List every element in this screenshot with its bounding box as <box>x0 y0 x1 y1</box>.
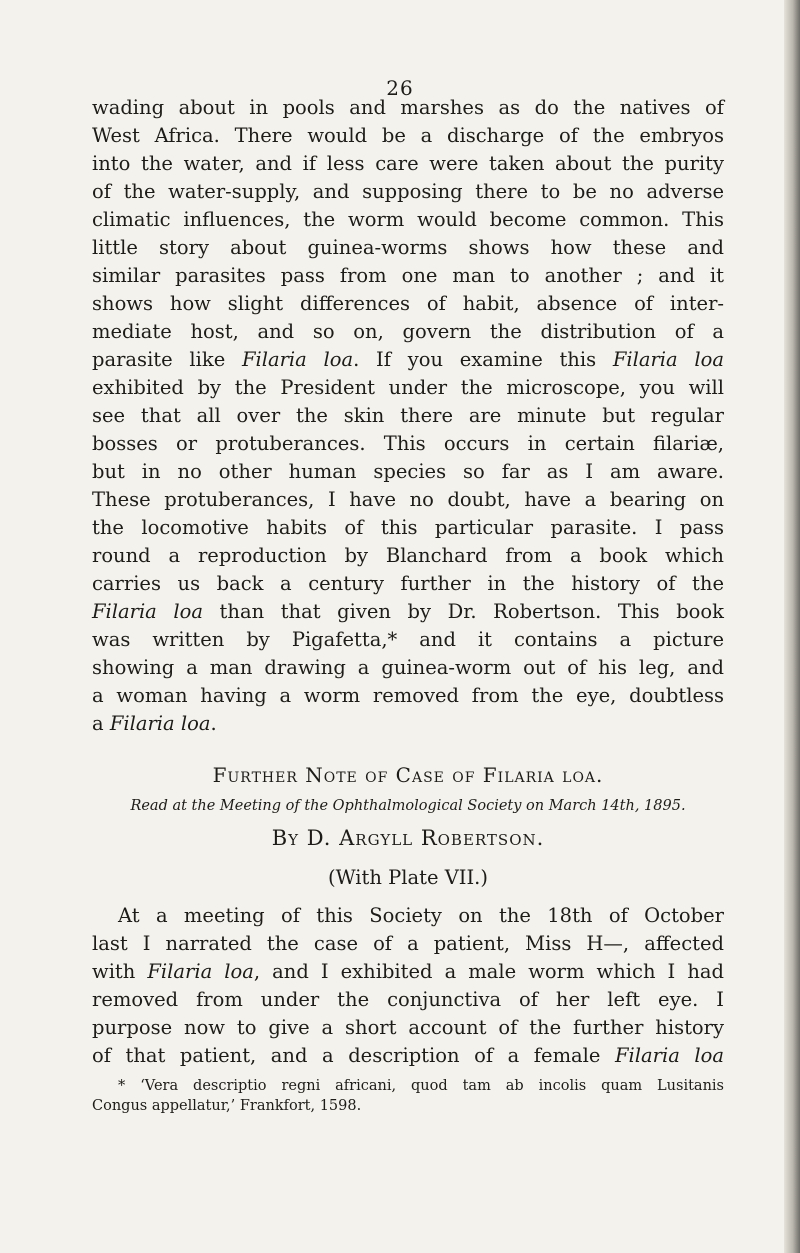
text-line: of that patient, and a description of a female Filaria loa <box>92 1044 724 1067</box>
section-heading: Further Note of Case of Filaria loa. <box>212 763 604 787</box>
text-line: was written by Pigafetta,* and it contains a picture <box>92 628 724 651</box>
text-line: parasite like Filaria loa. If you examine this Filaria loa <box>92 348 724 371</box>
text-line: a woman having a worm removed from the eye, doubtless <box>92 684 724 707</box>
text-line: shows how slight differences of habit, absence of inter- <box>92 292 724 315</box>
text-line: Filaria loa than that given by Dr. Robertson. This book <box>92 600 724 623</box>
text-line: wading about in pools and marshes as do the natives of <box>92 96 724 119</box>
text-line: a Filaria loa. <box>92 712 217 735</box>
text-line: little story about guinea-worms shows how these and <box>92 236 724 259</box>
paragraph-main <box>92 902 724 1070</box>
text-line: removed from under the conjunctiva of her left eye. I <box>92 988 724 1011</box>
text-line: These protuberances, I have no doubt, have a bearing on <box>92 488 724 511</box>
page-edge-shadow <box>784 0 800 1253</box>
text-line: of the water-supply, and supposing there to be no adverse <box>92 180 724 203</box>
text-line: into the water, and if less care were taken about the purity <box>92 152 724 175</box>
footnote <box>92 1076 724 1116</box>
text-line: round a reproduction by Blanchard from a book which <box>92 544 724 567</box>
text-line: bosses or protuberances. This occurs in certain filariæ, <box>92 432 724 455</box>
text-line: the locomotive habits of this particular parasite. I pass <box>92 516 724 539</box>
text-line: last I narrated the case of a patient, Miss H—, affected <box>92 932 724 955</box>
footnote-line: Congus appellatur,’ Frankfort, 1598. <box>92 1098 362 1114</box>
plate-note: (With Plate VII.) <box>328 866 488 889</box>
text-line: similar parasites pass from one man to another ; and it <box>92 264 724 287</box>
text-line: with Filaria loa, and I exhibited a male worm which I had <box>92 960 724 983</box>
text-line: carries us back a century further in the history of the <box>92 572 724 595</box>
text-line: showing a man drawing a guinea-worm out of his leg, and <box>92 656 724 679</box>
text-line: exhibited by the President under the microscope, you will <box>92 376 724 399</box>
text-line: At a meeting of this Society on the 18th of October <box>118 904 724 927</box>
text-line: mediate host, and so on, govern the distribution of a <box>92 320 724 343</box>
text-line: but in no other human species so far as I am aware. <box>92 460 724 483</box>
page-number: 26 <box>386 76 414 100</box>
text-line: climatic influences, the worm would become common. This <box>92 208 724 231</box>
text-line: purpose now to give a short account of the further history <box>92 1016 724 1039</box>
text-line: West Africa. There would be a discharge of the embryos <box>92 124 724 147</box>
text-line: see that all over the skin there are minute but regular <box>92 404 724 427</box>
footnote-line: * ‘Vera descriptio regni africani, quod tam ab incolis quam Lusitanis <box>118 1078 724 1094</box>
section-subheading: Read at the Meeting of the Ophthalmological Society on March 14th, 1895. <box>130 798 686 814</box>
paragraph-continued <box>92 94 724 738</box>
author-byline: By D. Argyll Robertson. <box>271 826 545 850</box>
